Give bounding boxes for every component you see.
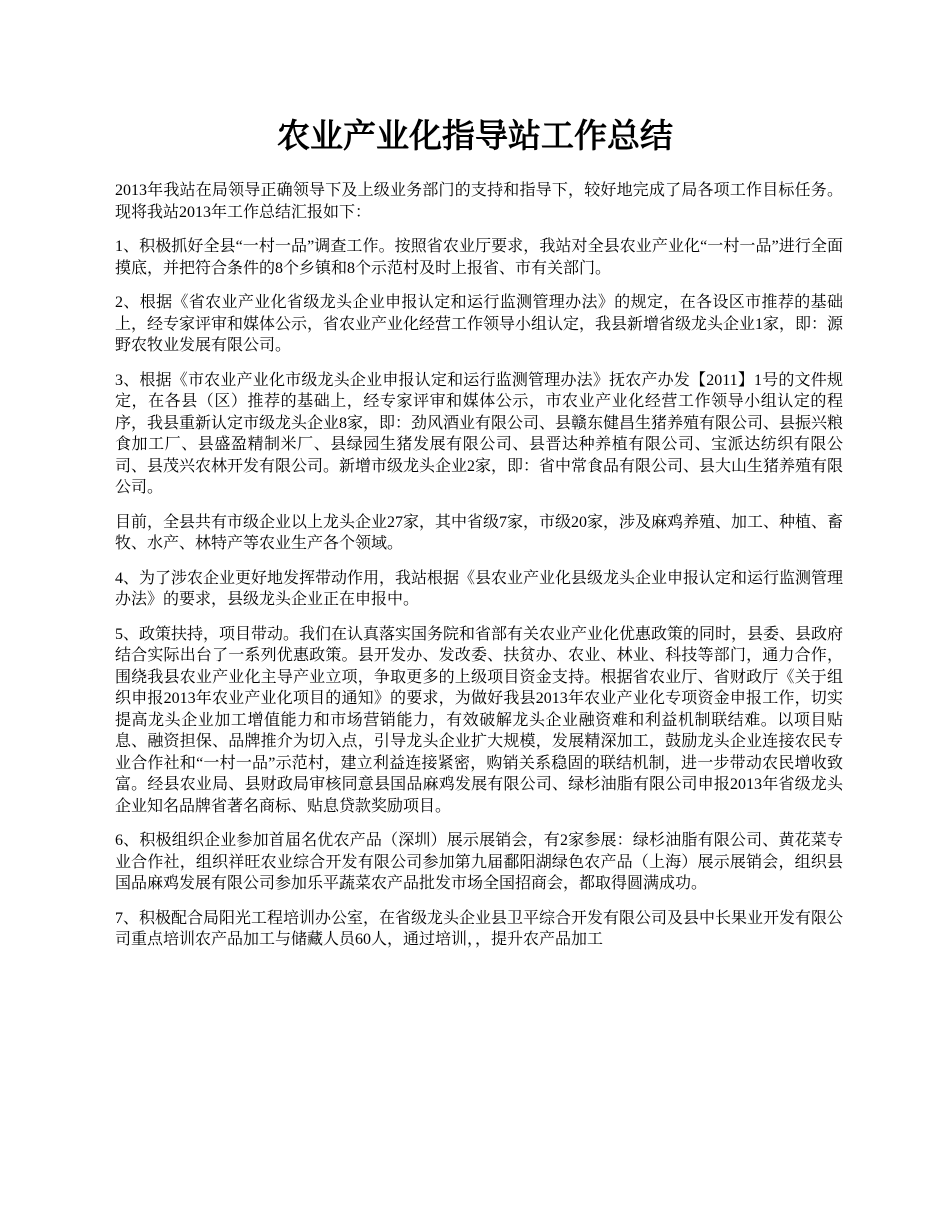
document-body: [115, 180, 843, 964]
paragraph-summary: 目前，全县共有市级企业以上龙头企业27家，其中省级7家，市级20家，涉及麻鸡养殖、加工、种植、畜牧、水产、林特产等农业生产各个领域。: [115, 513, 844, 552]
paragraph-intro: 2013年我站在局领导正确领导下及上级业务部门的支持和指导下，较好地完成了局各项工作目标任务。现将我站2013年工作总结汇报如下：: [115, 182, 843, 221]
paragraph-item-5: 5、政策扶持，项目带动。我们在认真落实国务院和省部有关农业产业化优惠政策的同时，县委、县政府结合实际出台了一系列优惠政策。县开发办、发改委、扶贫办、农业、林业、科技等部门，通力合作，围绕我县农业产业化主导产业立项，争取更多的上级项目资金支持。根据省农业厅、省财政厅《关于组织申报2013年农业产业化项目的通知》的要求，为做好我县2013年农业产业化专项资金申报工作，切实提高龙头企业加工增值能力和市场营销能力，有效破解龙头企业融资难和利益机制联结难。以项目贴息、融资担保、品牌推介为切入点，引导龙头企业扩大规模，发展精深加工，鼓励龙头企业连接农民专业合作社和“一村一品”示范村，建立利益连接紧密，购销关系稳固的联结机制，进一步带动农民增收致富。经县农业局、县财政局审核同意县国品麻鸡发展有限公司、绿杉油脂有限公司申报2013年省级龙头企业知名品牌省著名商标、贴息贷款奖励项目。: [115, 625, 844, 815]
paragraph-item-1: 1、积极抓好全县“一村一品”调查工作。按照省农业厅要求，我站对全县农业产业化“一村一品”进行全面摸底，并把符合条件的8个乡镇和8个示范村及时上报省、市有关部门。: [115, 238, 843, 277]
paragraph-item-7: 7、积极配合局阳光工程培训办公室，在省级龙头企业县卫平综合开发有限公司及县中长果业开发有限公司重点培训农产品加工与储藏人员60人，通过培训，，提升农产品加工: [115, 909, 844, 948]
paragraph-item-3: 3、根据《市农业产业化市级龙头企业申报认定和运行监测管理办法》抚农产办发【2011】1号的文件规定，在各县（区）推荐的基础上，经专家评审和媒体公示，市农业产业化经营工作领导小组认定的程序，我县重新认定市级龙头企业8家，即：劲风酒业有限公司、县赣东健昌生猪养殖有限公司、县振兴粮食加工厂、县盛盈精制米厂、县绿园生猪发展有限公司、县晋达种养植有限公司、宝派达纺织有限公司、县茂兴农林开发有限公司。新增市级龙头企业2家，即：省中常食品有限公司、县大山生猪养殖有限公司。: [115, 371, 844, 496]
document-title: 农业产业化指导站工作总结: [277, 116, 673, 155]
paragraph-item-4: 4、为了涉农企业更好地发挥带动作用，我站根据《县农业产业化县级龙头企业申报认定和运行监测管理办法》的要求，县级龙头企业正在申报中。: [115, 569, 844, 608]
paragraph-item-6: 6、积极组织企业参加首届名优农产品（深圳）展示展销会，有2家参展：绿杉油脂有限公司、黄花菜专业合作社，组织祥旺农业综合开发有限公司参加第九届鄱阳湖绿色农产品（上海）展示展销会，组织县国品麻鸡发展有限公司参加乐平蔬菜农产品批发市场全国招商会，都取得圆满成功。: [115, 832, 843, 892]
paragraph-item-2: 2、根据《省农业产业化省级龙头企业申报认定和运行监测管理办法》的规定，在各设区市推荐的基础上，经专家评审和媒体公示，省农业产业化经营工作领导小组认定，我县新增省级龙头企业1家，即：源野农牧业发展有限公司。: [115, 294, 844, 354]
